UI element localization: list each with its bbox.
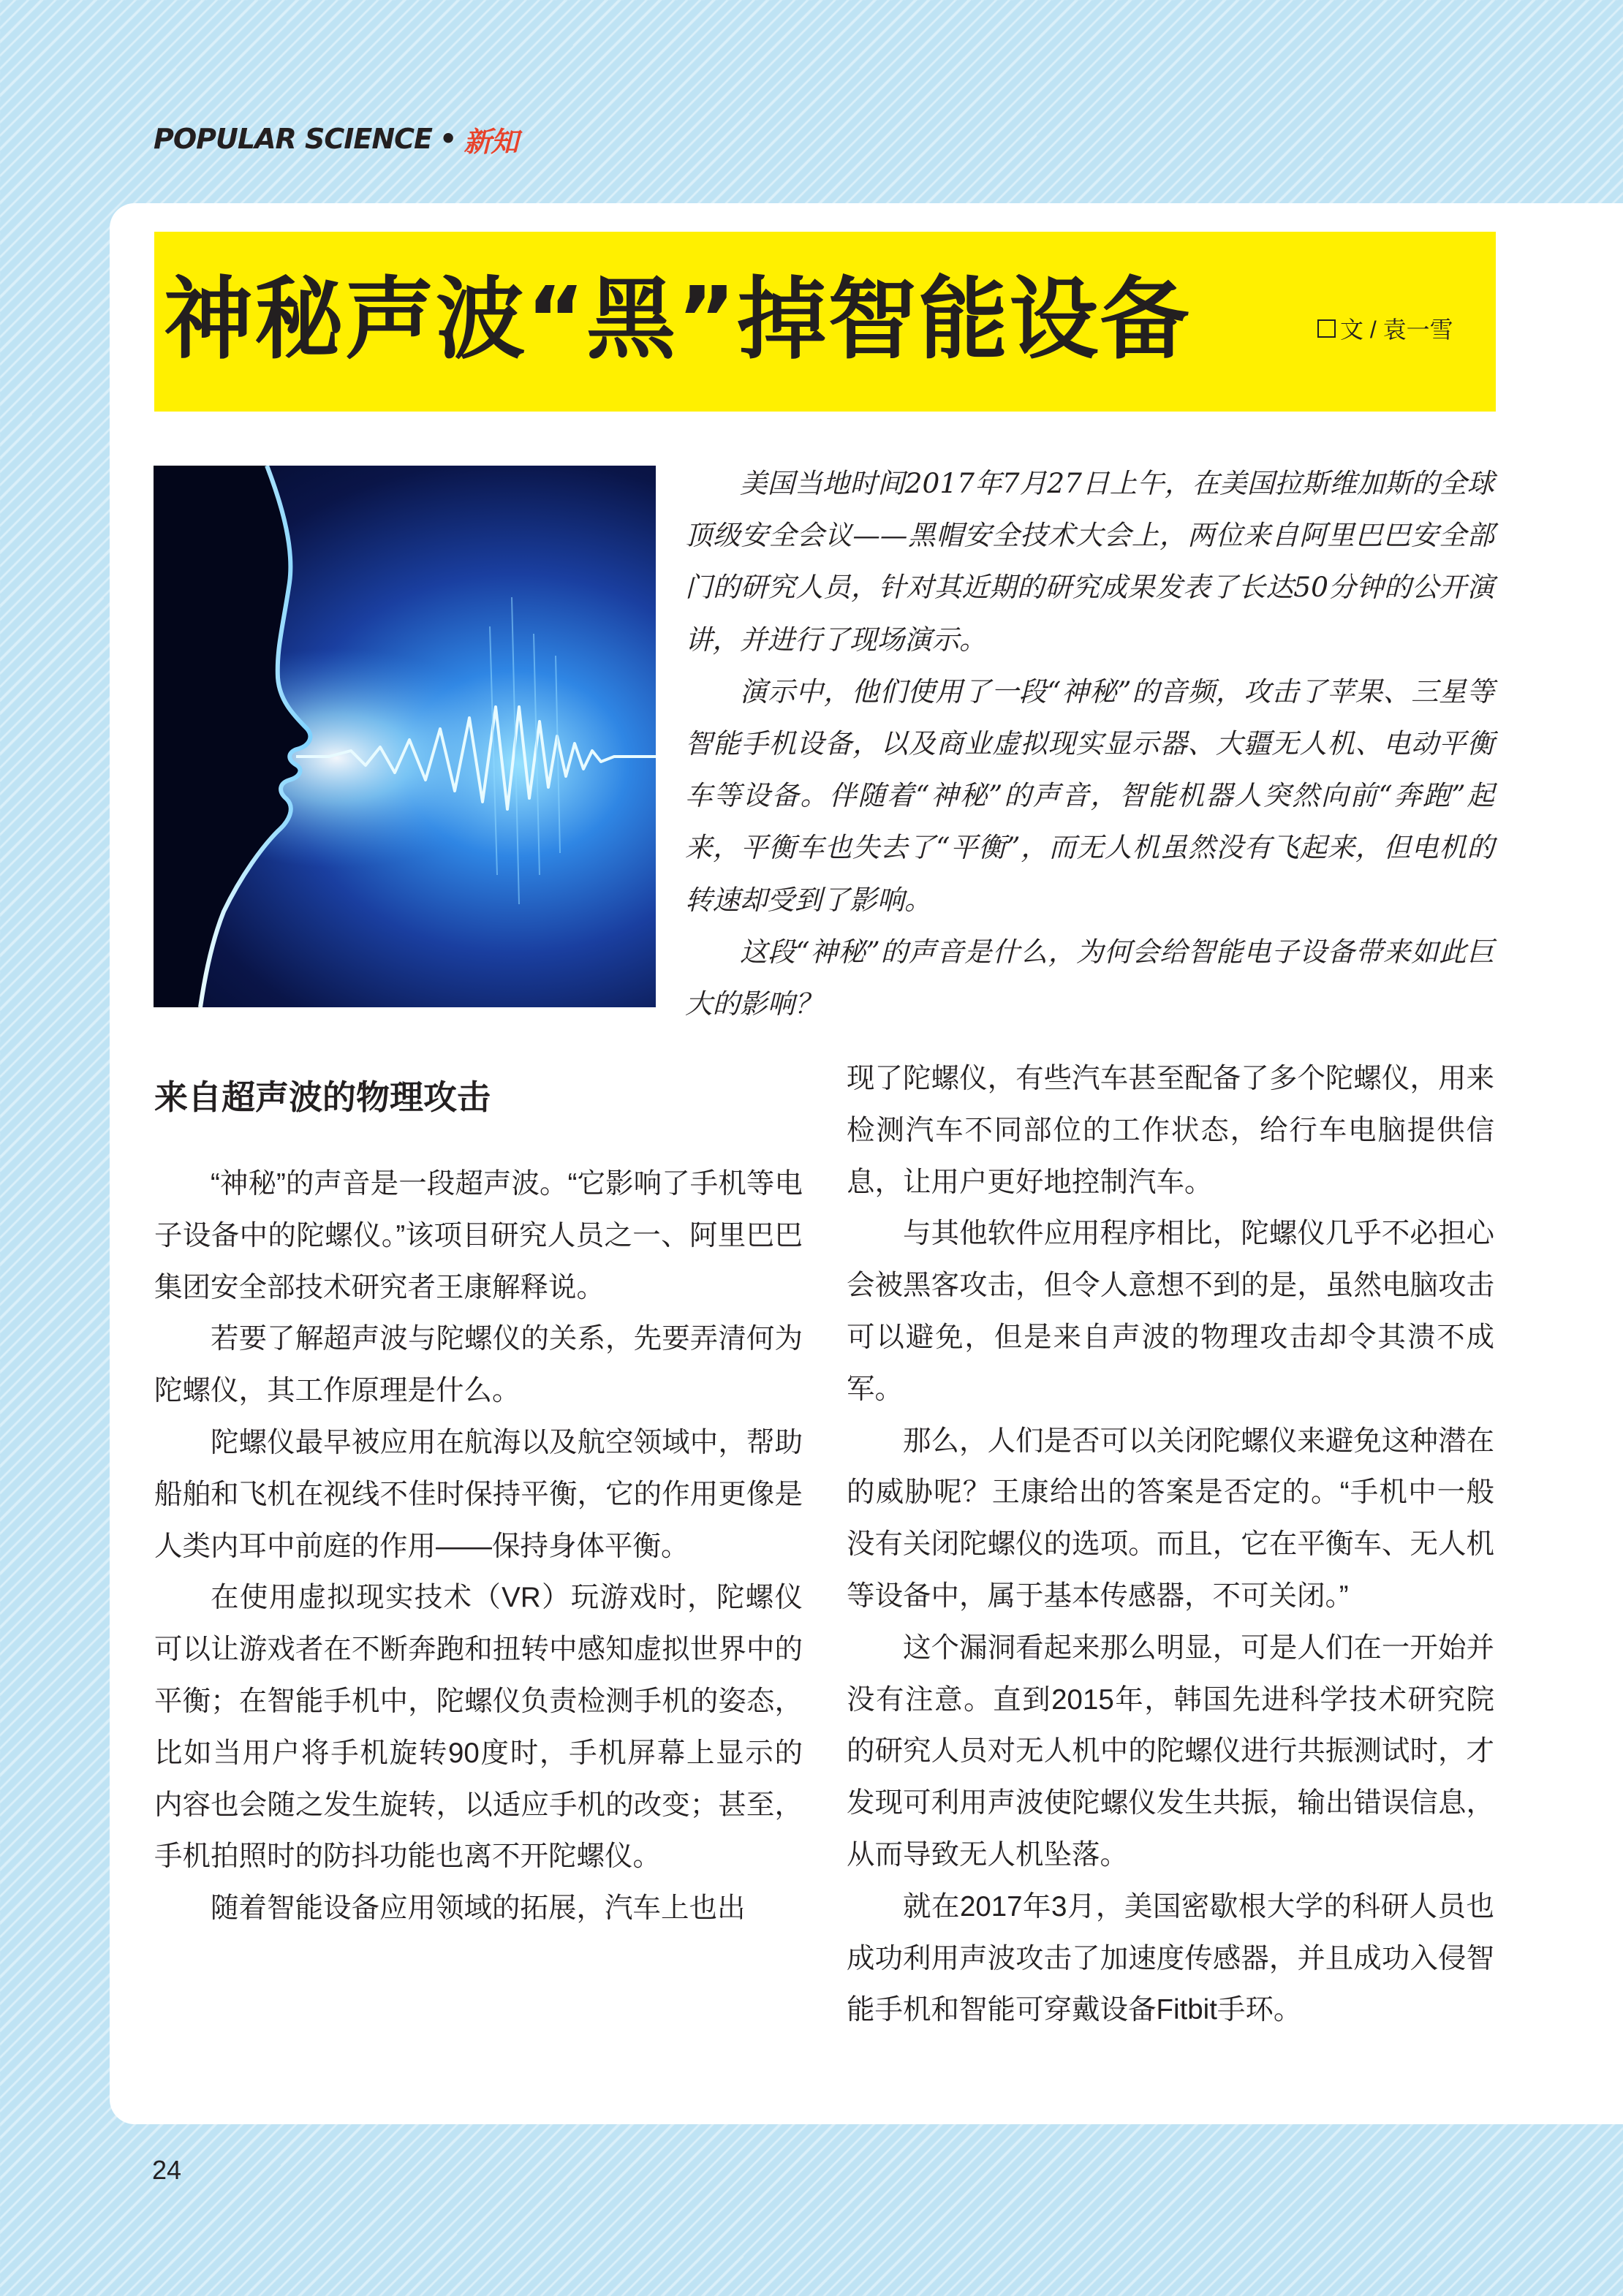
body-paragraph-continuation: 现了陀螺仪，有些汽车甚至配备了多个陀螺仪，用来检测汽车不同部位的工作状态，给行车电脑提供信息，让用户更好地控制汽车。 [847, 1063, 1494, 1198]
body-paragraph: 那么，人们是否可以关闭陀螺仪来避免这种潜在的威胁呢？王康给出的答案是否定的。“手机中一般没有关闭陀螺仪的选项。而且，它在平衡车、无人机等设备中，属于基本传感器，不可关闭。” [847, 1425, 1494, 1612]
body-paragraph: 就在2017年3月，美国密歇根大学的科研人员也成功利用声波攻击了加速度传感器，并且成功入侵智能手机和智能可穿戴设备Fitbit手环。 [847, 1890, 1494, 2026]
section-subheading: 来自超声波的物理攻击 [154, 1077, 491, 1117]
body-column-left [154, 1159, 803, 1935]
body-paragraph: 在使用虚拟现实技术（VR）玩游戏时，陀螺仪可以让游戏者在不断奔跑和扭转中感知虚拟世界中的平衡；在智能手机中，陀螺仪负责检测手机的姿态，比如当用户将手机旋转90度时，手机屏幕上显示的内容也会随之发生旋转，以适应手机的改变；甚至，手机拍照时的防抖功能也离不开陀螺仪。 [154, 1582, 803, 1873]
byline-text: 文 / 袁一雪 [1340, 317, 1453, 343]
body-paragraph: 这个漏洞看起来那么明显，可是人们在一开始并没有注意。直到2015年，韩国先进科学技术研究院的研究人员对无人机中的陀螺仪进行共振测试时，才发现可利用声波使陀螺仪发生共振，输出错误信息，从而导致无人机坠落。 [847, 1632, 1494, 1871]
article-title: 神秘声波“黑”掉智能设备 [164, 268, 1191, 371]
byline [1317, 311, 1453, 345]
header-separator: • [439, 123, 457, 155]
column-name: 新知 [464, 125, 518, 158]
body-paragraph: “神秘”的声音是一段超声波。“它影响了手机等电子设备中的陀螺仪。”该项目研究人员之一、阿里巴巴集团安全部技术研究者王康解释说。 [154, 1168, 803, 1303]
byline-box-icon [1317, 319, 1336, 338]
body-paragraph: 若要了解超声波与陀螺仪的关系，先要弄清何为陀螺仪，其工作原理是什么。 [154, 1323, 803, 1407]
page-number: 24 [152, 2155, 182, 2185]
body-paragraph: 随着智能设备应用领域的拓展，汽车上也出 [211, 1893, 746, 1925]
intro-paragraph: 美国当地时间2017年7月27日上午，在美国拉斯维加斯的全球顶级安全会议——黑帽安全技术大会上，两位来自阿里巴巴安全部门的研究人员，针对其近期的研究成果发表了长达50分钟的公开演讲，并进行了现场演示。 [685, 467, 1494, 656]
intro-paragraph: 这段“神秘”的声音是什么，为何会给智能电子设备带来如此巨大的影响？ [685, 935, 1494, 1020]
face-soundwave-illustration [154, 466, 656, 1007]
magazine-name: POPULAR SCIENCE [154, 123, 432, 155]
section-header [154, 117, 518, 161]
face-silhouette [154, 466, 310, 1007]
body-column-right [847, 1053, 1494, 2037]
hero-image [154, 466, 656, 1007]
intro-text [685, 458, 1494, 1030]
body-paragraph: 陀螺仪最早被应用在航海以及航空领域中，帮助船舶和飞机在视线不佳时保持平衡，它的作用更像是人类内耳中前庭的作用——保持身体平衡。 [154, 1426, 803, 1562]
intro-paragraph: 演示中，他们使用了一段“神秘”的音频，攻击了苹果、三星等智能手机设备，以及商业虚拟现实显示器、大疆无人机、电动平衡车等设备。伴随着“神秘”的声音，智能机器人突然向前“奔跑”起来，平衡车也失去了“平衡”，而无人机虽然没有飞起来，但电机的转速却受到了影响。 [685, 675, 1494, 916]
body-paragraph: 与其他软件应用程序相比，陀螺仪几乎不必担心会被黑客攻击，但令人意想不到的是，虽然电脑攻击可以避免，但是来自声波的物理攻击却令其溃不成军。 [847, 1218, 1494, 1405]
